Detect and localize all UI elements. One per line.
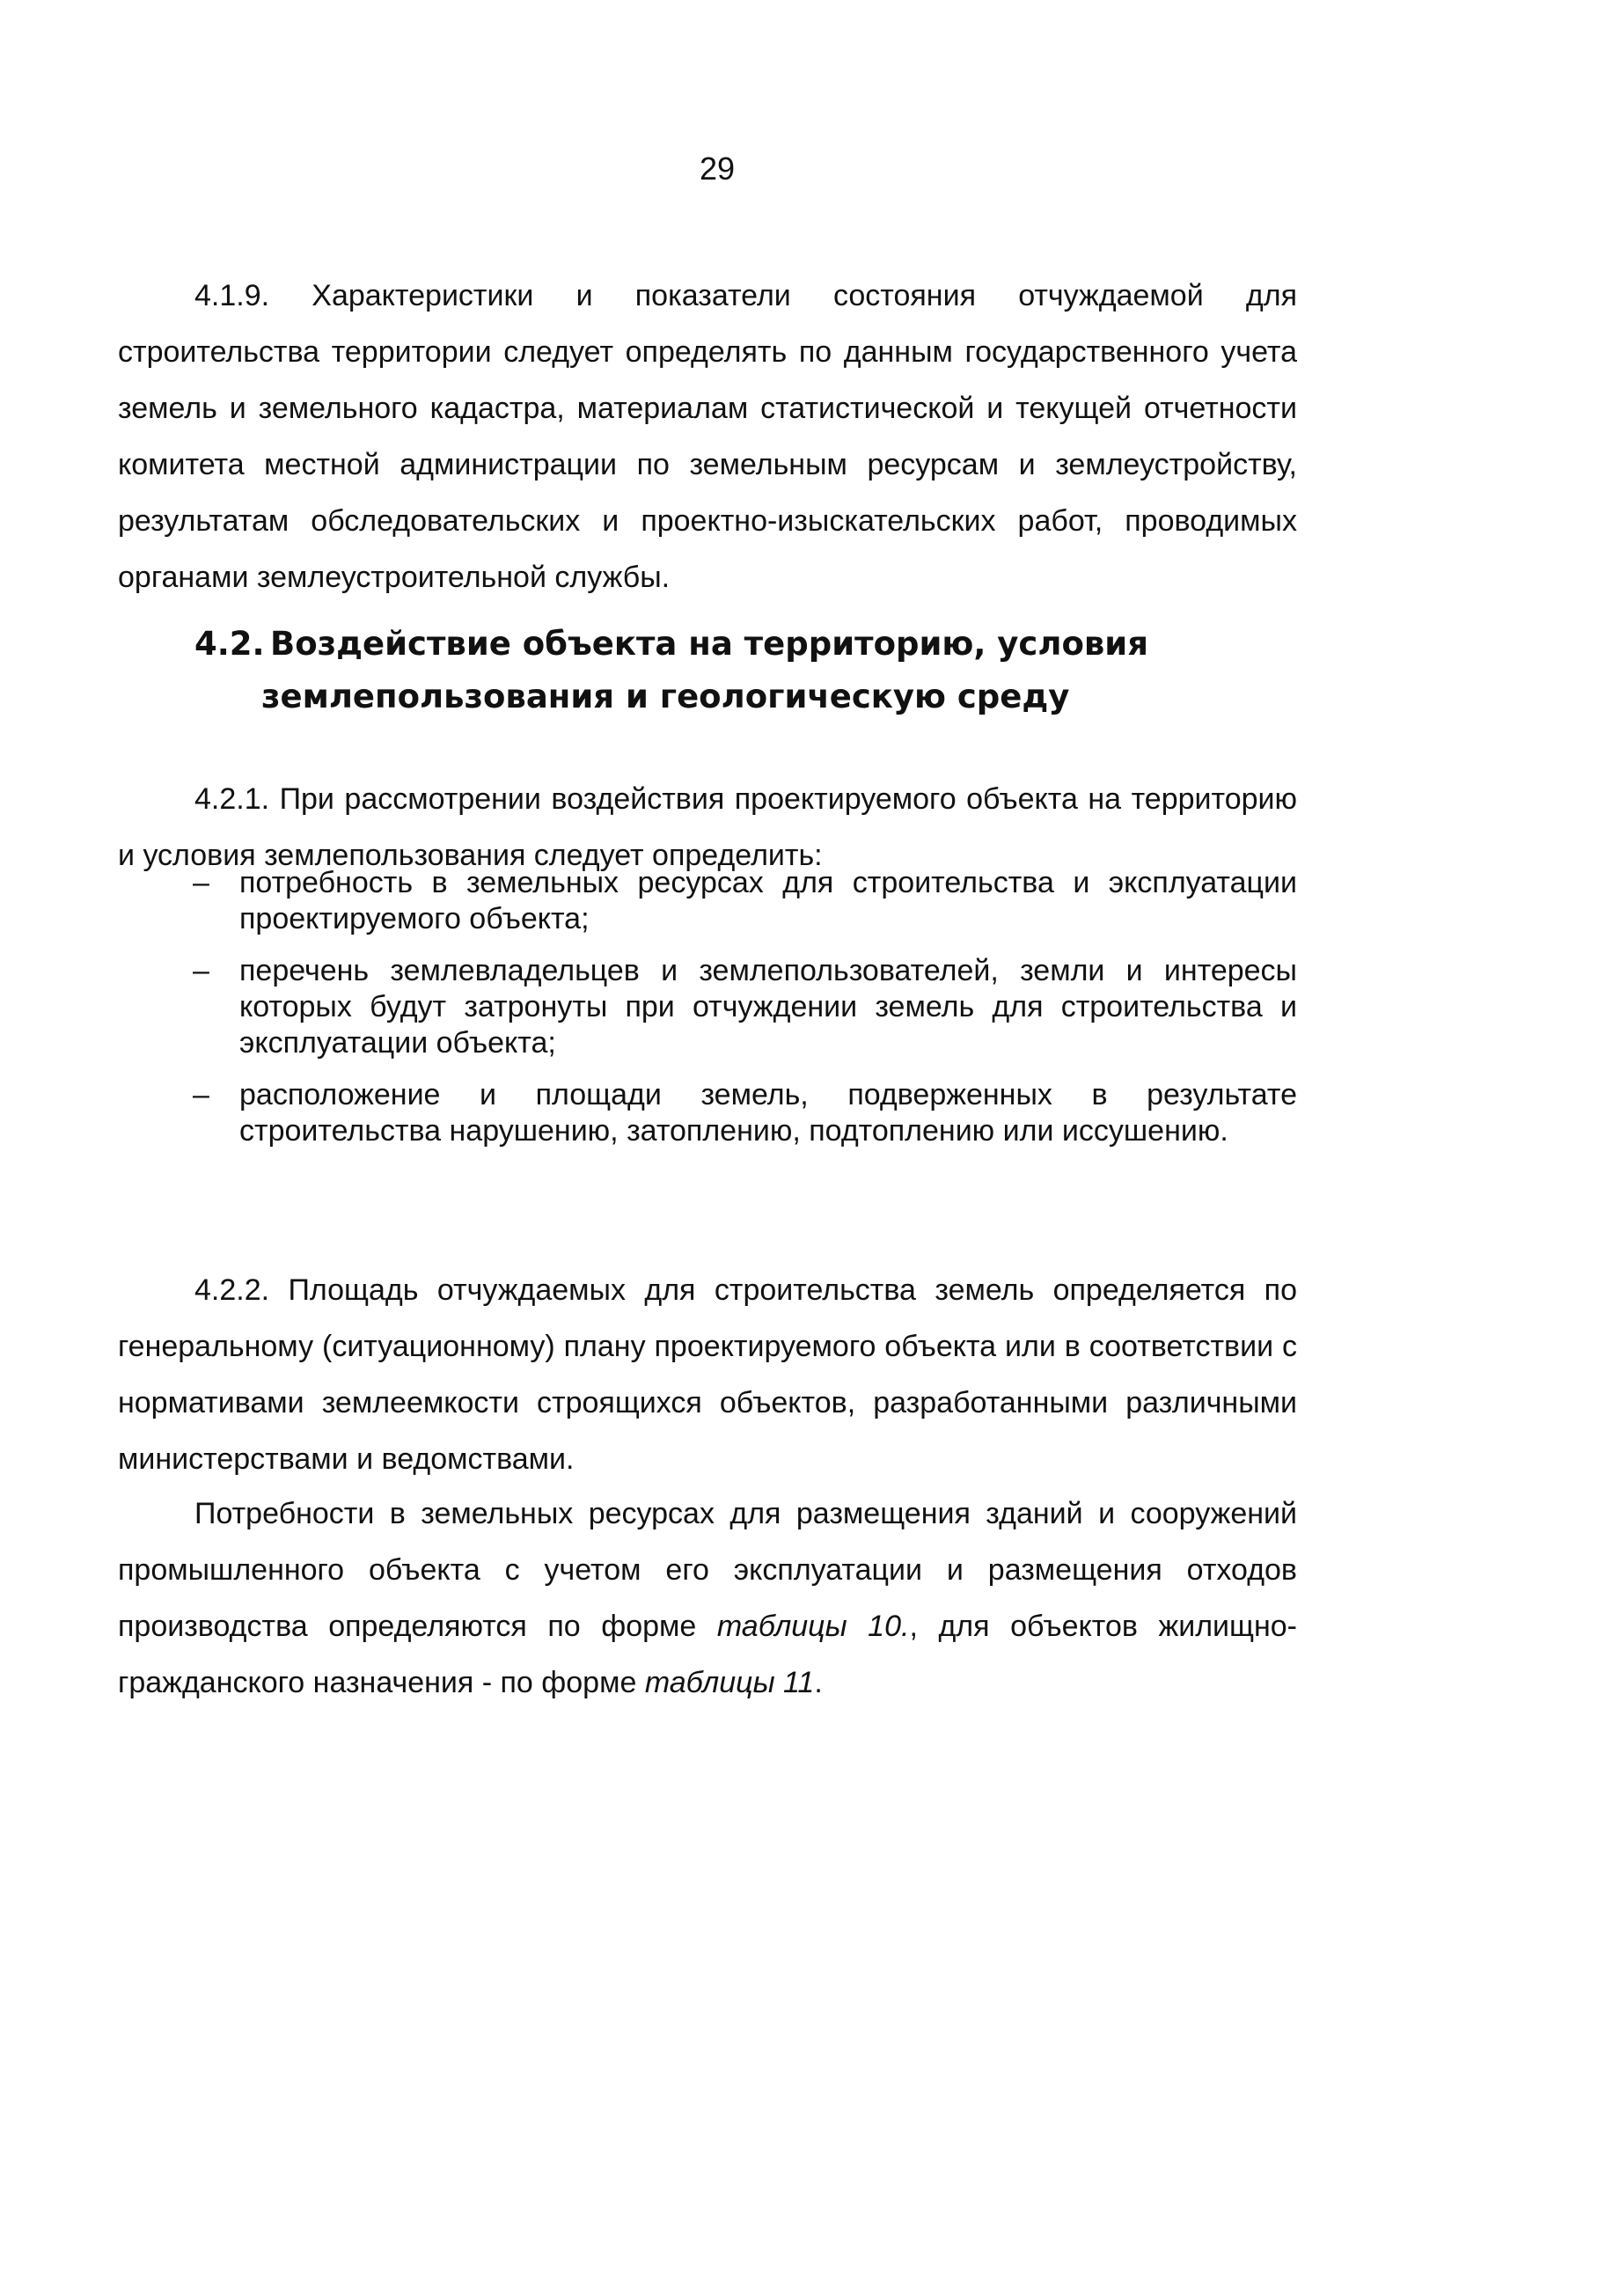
section-heading-line-1 — [118, 618, 1297, 671]
paragraph-4-2-1: 4.2.1. При рассмотрении воздействия проектируемого объекта на территорию и условия землепользования следует определить: — [118, 782, 1297, 872]
dash-marker: – — [193, 954, 209, 987]
list-item — [118, 1077, 1297, 1149]
dash-marker: – — [193, 866, 209, 899]
paragraph-text-a: Потребности в земельных ресурсах для размещения зданий и сооружений промышленного объекта с учетом его эксплуатации и размещения отходов производства определяются по форме — [118, 1497, 1297, 1643]
table-reference-10: таблицы 10. — [716, 1610, 910, 1643]
list-item — [118, 953, 1297, 1061]
requirements-list — [118, 865, 1297, 1165]
table-reference-11: таблицы 11 — [644, 1666, 815, 1699]
paragraph-4-1-9: 4.1.9. Характеристики и показатели состояния отчуждаемой для строительства территории следует определять по данным государственного учета земель и земельного кадастра, материалам статистической и текущей отчетности комитета местной администрации по земельным ресурсам и землеустройству, результатам обследовательских и проектно-изыскательских работ, проводимых органами землеустроительной службы. — [118, 279, 1297, 594]
paragraph-text-c: . — [814, 1666, 823, 1699]
section-number: 4.2. — [194, 625, 265, 663]
paragraph-4-2-2: 4.2.2. Площадь отчуждаемых для строительства земель определяется по генеральному (ситуационному) плану проектируемого объекта или в соответствии с нормативами землеемкости строящихся объектов, разработанными различными министерствами и ведомствами. — [118, 1273, 1297, 1476]
paragraph-text-b: , для объектов жилищно-гражданского назначения - по форме — [118, 1610, 1298, 1699]
section-heading-4-2 — [118, 618, 1297, 723]
list-item — [118, 865, 1297, 937]
list-item-text: потребность в земельных ресурсах для строительства и эксплуатации проектируемого объекта; — [239, 866, 1297, 935]
list-item-text: перечень землевладельцев и землепользователей, земли и интересы которых будут затронуты при отчуждении земель для строительства и эксплуатации объекта; — [239, 954, 1297, 1060]
page-number: 29 — [699, 150, 736, 187]
section-title-part-1: Воздействие объекта на территорию, условия — [270, 625, 1148, 663]
dash-marker: – — [193, 1078, 209, 1111]
paragraph-land-needs — [118, 1485, 1297, 1711]
list-item-text: расположение и площади земель, подверженных в результате строительства нарушению, затоплению, подтоплению или иссушению. — [239, 1078, 1297, 1148]
section-title-part-2: землепользования и геологическую среду — [261, 678, 1070, 715]
